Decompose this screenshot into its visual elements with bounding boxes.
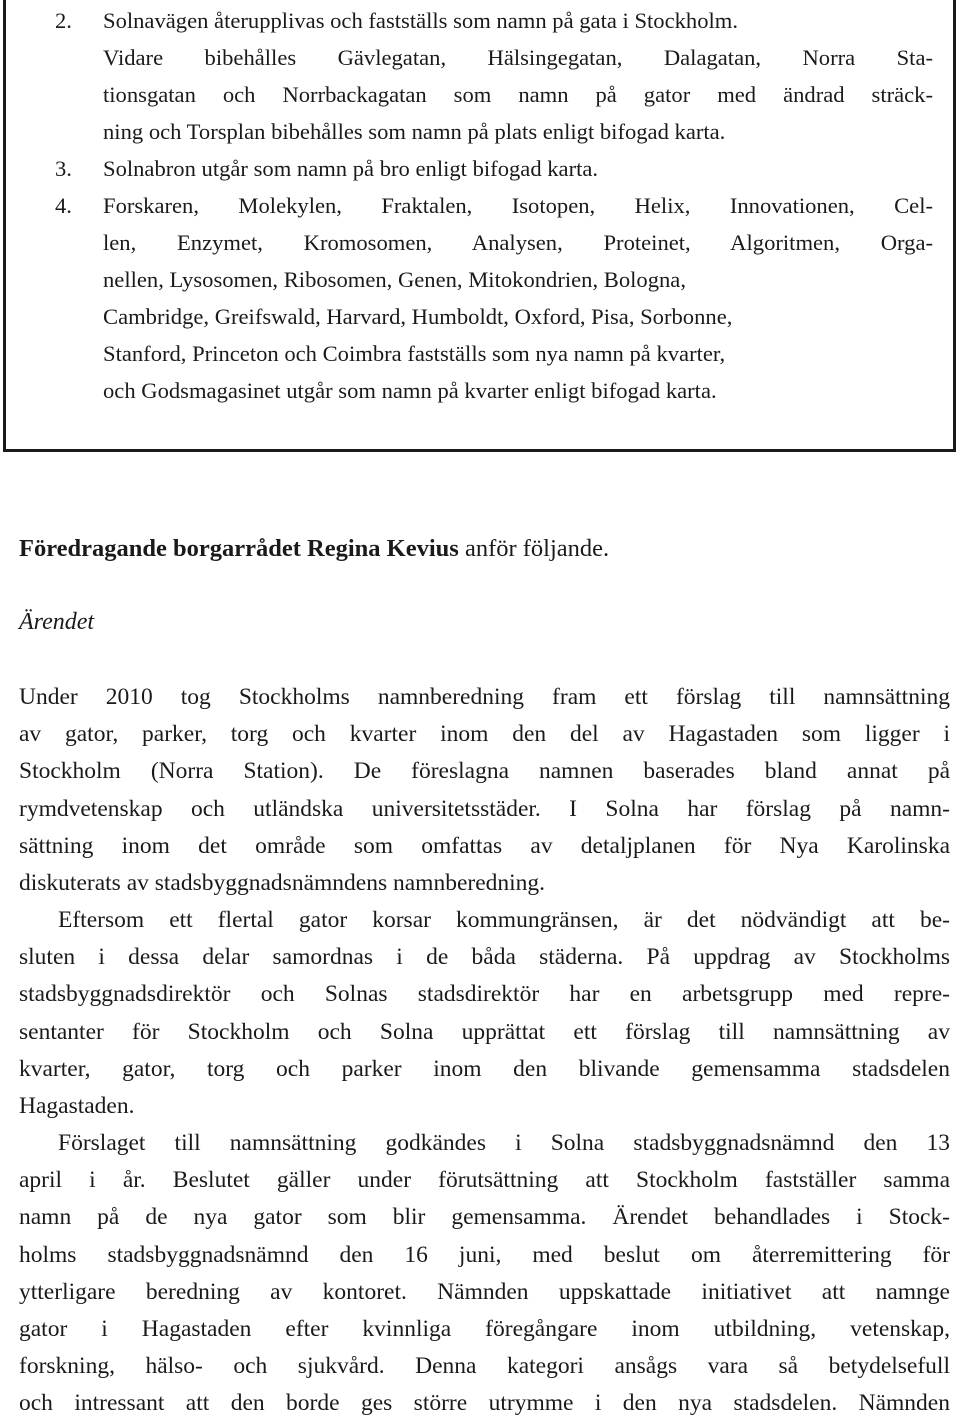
paragraph-line: kvarter, gator, torg och parker inom den blivande gemensamma stadsdelen (19, 1055, 950, 1082)
paragraph-line: april i år. Beslutet gäller under förutsättning att Stockholm fastställer samma (19, 1167, 950, 1194)
presenter-name: Föredragande borgarrådet Regina Kevius (19, 535, 459, 562)
paragraph-line: Förslaget till namnsättning godkändes i Solna stadsbyggnadsnämnd den 13 (58, 1130, 950, 1156)
paragraph-line: sluten i dessa delar samordnas i de båda städerna. På uppdrag av Stockholms (19, 944, 950, 971)
paragraph-line: Eftersom ett flertal gator korsar kommungränsen, är det nödvändigt att be- (58, 907, 950, 933)
paragraph-line: namn på de nya gator som blir gemensamma. Ärendet behandlades i Stock- (19, 1204, 950, 1231)
paragraph-line: holms stadsbyggnadsnämnd den 16 juni, med beslut om återremittering för (19, 1241, 950, 1268)
item-number: 2. (55, 8, 72, 33)
item-text (103, 187, 933, 409)
paragraph-line: sättning inom det område som omfattas av detaljplanen för Nya Karolinska (19, 832, 950, 859)
paragraph-2 (19, 902, 950, 1125)
paragraph-line: rymdvetenskap och utländska universitetsstäder. I Solna har förslag på namn- (19, 795, 950, 822)
item-number: 4. (55, 193, 72, 218)
presenter-line (19, 530, 609, 567)
paragraph-1 (19, 679, 950, 902)
paragraph-line: ytterligare beredning av kontoret. Nämnden uppskattade initiativet att namnge (19, 1278, 950, 1305)
paragraph-line: forskning, hälso- och sjukvård. Denna kategori ansågs vara så betydelsefull (19, 1353, 950, 1380)
paragraph-line: diskuterats av stadsbyggnadsnämndens namnberedning. (19, 870, 546, 897)
item-line: Cambridge, Greifswald, Harvard, Humboldt, Oxford, Pisa, Sorbonne, (103, 304, 733, 329)
paragraph-line: gator i Hagastaden efter kvinnliga föregångare inom utbildning, vetenskap, (19, 1316, 950, 1343)
paragraph-line: Hagastaden. (19, 1093, 135, 1120)
paragraph-line: Under 2010 tog Stockholms namnberedning fram ett förslag till namnsättning (19, 684, 950, 710)
item-line: ning och Torsplan bibehålles som namn på plats enligt bifogad karta. (103, 119, 726, 144)
paragraph-line: och intressant att den borde ges större utrymme i den nya stadsdelen. Nämnden (19, 1390, 950, 1417)
item-line: och Godsmagasinet utgår som namn på kvarter enligt bifogad karta. (103, 378, 717, 403)
item-line: tionsgatan och Norrbackagatan som namn på gator med ändrad sträck- (103, 82, 933, 107)
item-line: Vidare bibehålles Gävlegatan, Hälsingegatan, Dalagatan, Norra Sta- (103, 45, 933, 70)
paragraph-line: av gator, parker, torg och kvarter inom den del av Hagastaden som ligger i (19, 721, 950, 748)
item-number: 3. (55, 156, 72, 181)
paragraph-line: sentanter för Stockholm och Solna upprättat ett förslag till namnsättning av (19, 1018, 950, 1045)
paragraph-line: stadsbyggnadsdirektör och Solnas stadsdirektör har en arbetsgrupp med repre- (19, 981, 950, 1008)
paragraph-line: Stockholm (Norra Station). De föreslagna namnen baserades bland annat på (19, 758, 950, 785)
item-line: Solnavägen återupplivas och fastställs som namn på gata i Stockholm. (103, 8, 739, 33)
item-text (103, 2, 933, 150)
item-line: nellen, Lysosomen, Ribosomen, Genen, Mitokondrien, Bologna, (103, 267, 686, 292)
item-line: Forskaren, Molekylen, Fraktalen, Isotopen, Helix, Innovationen, Cel- (103, 193, 933, 218)
item-line: len, Enzymet, Kromosomen, Analysen, Proteinet, Algoritmen, Orga- (103, 230, 933, 255)
presenter-rest: anför följande. (458, 535, 610, 562)
item-line: Stanford, Princeton och Coimbra fastställs som nya namn på kvarter, (103, 341, 726, 366)
paragraph-3 (19, 1125, 950, 1423)
item-text (103, 150, 933, 187)
item-line: Solnabron utgår som namn på bro enligt bifogad karta. (103, 156, 599, 181)
section-title: Ärendet (19, 609, 95, 635)
